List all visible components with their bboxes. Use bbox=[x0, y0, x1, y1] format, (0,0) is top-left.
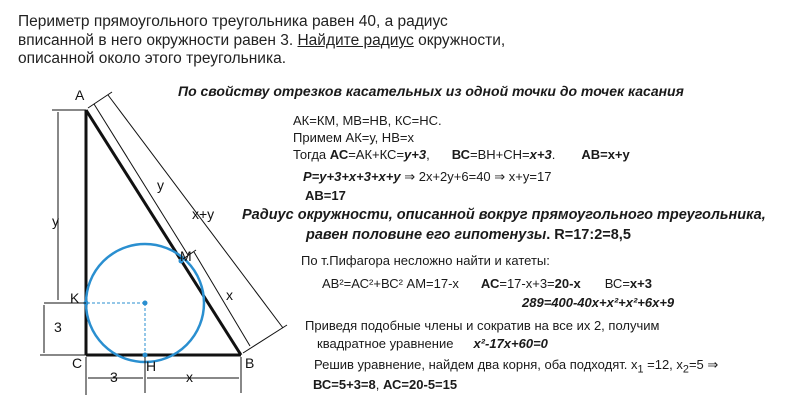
label-y-hyp: y bbox=[157, 177, 164, 193]
circumradius-heading-1: Радиус окружности, описанной вокруг прямоугольного треугольника, bbox=[242, 207, 766, 223]
label-k: K bbox=[70, 290, 80, 306]
solution-line-11 bbox=[314, 357, 718, 378]
label-x-plus-y: x+y bbox=[192, 206, 215, 222]
label-h: H bbox=[146, 358, 157, 374]
solution-line-8: 289=400-40х+х²+х²+6х+9 bbox=[522, 295, 675, 310]
perimeter-derivation: ⇒ 2х+2у+6=40 ⇒ х+у=17 bbox=[404, 169, 552, 184]
hypotenuse-ab bbox=[86, 110, 241, 355]
solution-line-3 bbox=[293, 147, 630, 162]
bc-label-2: ВС= bbox=[604, 276, 630, 291]
label-x-hyp: x bbox=[226, 287, 233, 303]
label-x-bottom: x bbox=[186, 369, 193, 385]
comma: , bbox=[426, 147, 430, 162]
solution-line-1: АК=КМ, МВ=НВ, КС=НС. bbox=[293, 113, 442, 128]
problem-line-2-end: окружности, bbox=[413, 32, 506, 49]
label-y-left: y bbox=[52, 213, 59, 229]
bc-expr: =ВН+СН= bbox=[470, 147, 530, 162]
solution-line-10 bbox=[317, 336, 548, 351]
ac-expr: =АК+КС= bbox=[348, 147, 405, 162]
bc-value: х+3 bbox=[529, 147, 552, 162]
solution-heading: По свойству отрезков касательных из одной точки до точек касания bbox=[178, 83, 684, 99]
problem-underlined: Найдите радиус bbox=[297, 32, 414, 49]
quadratic-equation: х²-17х+60=0 bbox=[473, 336, 548, 351]
circumradius-rule: равен половине его гипотенузы bbox=[306, 227, 547, 243]
problem-line-3: описанной около этого треугольника. bbox=[18, 50, 286, 67]
label-3-bottom: 3 bbox=[110, 369, 118, 385]
then-text: Тогда bbox=[293, 147, 330, 162]
dim-hyp-tick-a bbox=[88, 92, 112, 108]
dim-hyp-x-line bbox=[194, 252, 250, 346]
label-b: B bbox=[245, 355, 255, 371]
label-a: A bbox=[75, 87, 85, 103]
dim-hyp-y-line bbox=[94, 104, 188, 255]
perimeter-expr: Р=у+3+х+3+х+у bbox=[303, 169, 401, 184]
root-2: =5 ⇒ bbox=[688, 357, 719, 372]
label-c: C bbox=[72, 355, 83, 371]
sub-2: 2 bbox=[682, 363, 689, 376]
sep: , bbox=[375, 377, 383, 392]
circumradius-result: . R=17:2=8,5 bbox=[546, 227, 631, 243]
label-3-left: 3 bbox=[54, 319, 62, 335]
ac-label: АС bbox=[329, 147, 349, 162]
dim-hyp-tick-b bbox=[243, 325, 287, 353]
circle-center bbox=[143, 301, 148, 306]
solution-line-9: Приведя подобные члены и сократив на все их 2, получим bbox=[305, 318, 660, 333]
quadratic-text: квадратное уравнение bbox=[317, 336, 454, 351]
problem-line-2-text: вписанной в него окружности равен 3. bbox=[18, 32, 298, 49]
bc-final: ВС=5+3=8 bbox=[313, 377, 376, 392]
label-m: M bbox=[180, 248, 192, 264]
ac-value-2: 20-х bbox=[554, 276, 581, 291]
pythagoras-expr: АВ²=АС²+ВС² АМ=17-х bbox=[322, 276, 459, 291]
solution-line-7 bbox=[322, 276, 652, 291]
root-1: =12, х bbox=[643, 357, 683, 372]
point-h bbox=[143, 353, 148, 358]
problem-line-1: Периметр прямоугольного треугольника равен 40, а радиус bbox=[18, 13, 448, 30]
circumradius-heading-2 bbox=[306, 228, 631, 243]
sub-1: 1 bbox=[637, 363, 644, 376]
bc-value-2: х+3 bbox=[629, 276, 652, 291]
solution-line-2: Примем АК=у, НВ=х bbox=[293, 130, 414, 145]
ac-value: у+3 bbox=[404, 147, 427, 162]
solution-line-12 bbox=[313, 377, 457, 392]
ab-value: АВ=х+у bbox=[581, 147, 630, 162]
bc-label: ВС bbox=[451, 147, 471, 162]
solution-line-4 bbox=[303, 169, 551, 184]
roots-text: Решив уравнение, найдем два корня, оба подходят. х bbox=[314, 357, 638, 372]
ac-expr-2: =17-х+3= bbox=[499, 276, 555, 291]
solution-line-6: По т.Пифагора несложно найти и катеты: bbox=[301, 253, 550, 268]
period: . bbox=[551, 147, 556, 162]
solution-line-5: АВ=17 bbox=[305, 188, 346, 203]
ac-label-2: АС bbox=[480, 276, 500, 291]
ac-final: АС=20-5=15 bbox=[382, 377, 458, 392]
